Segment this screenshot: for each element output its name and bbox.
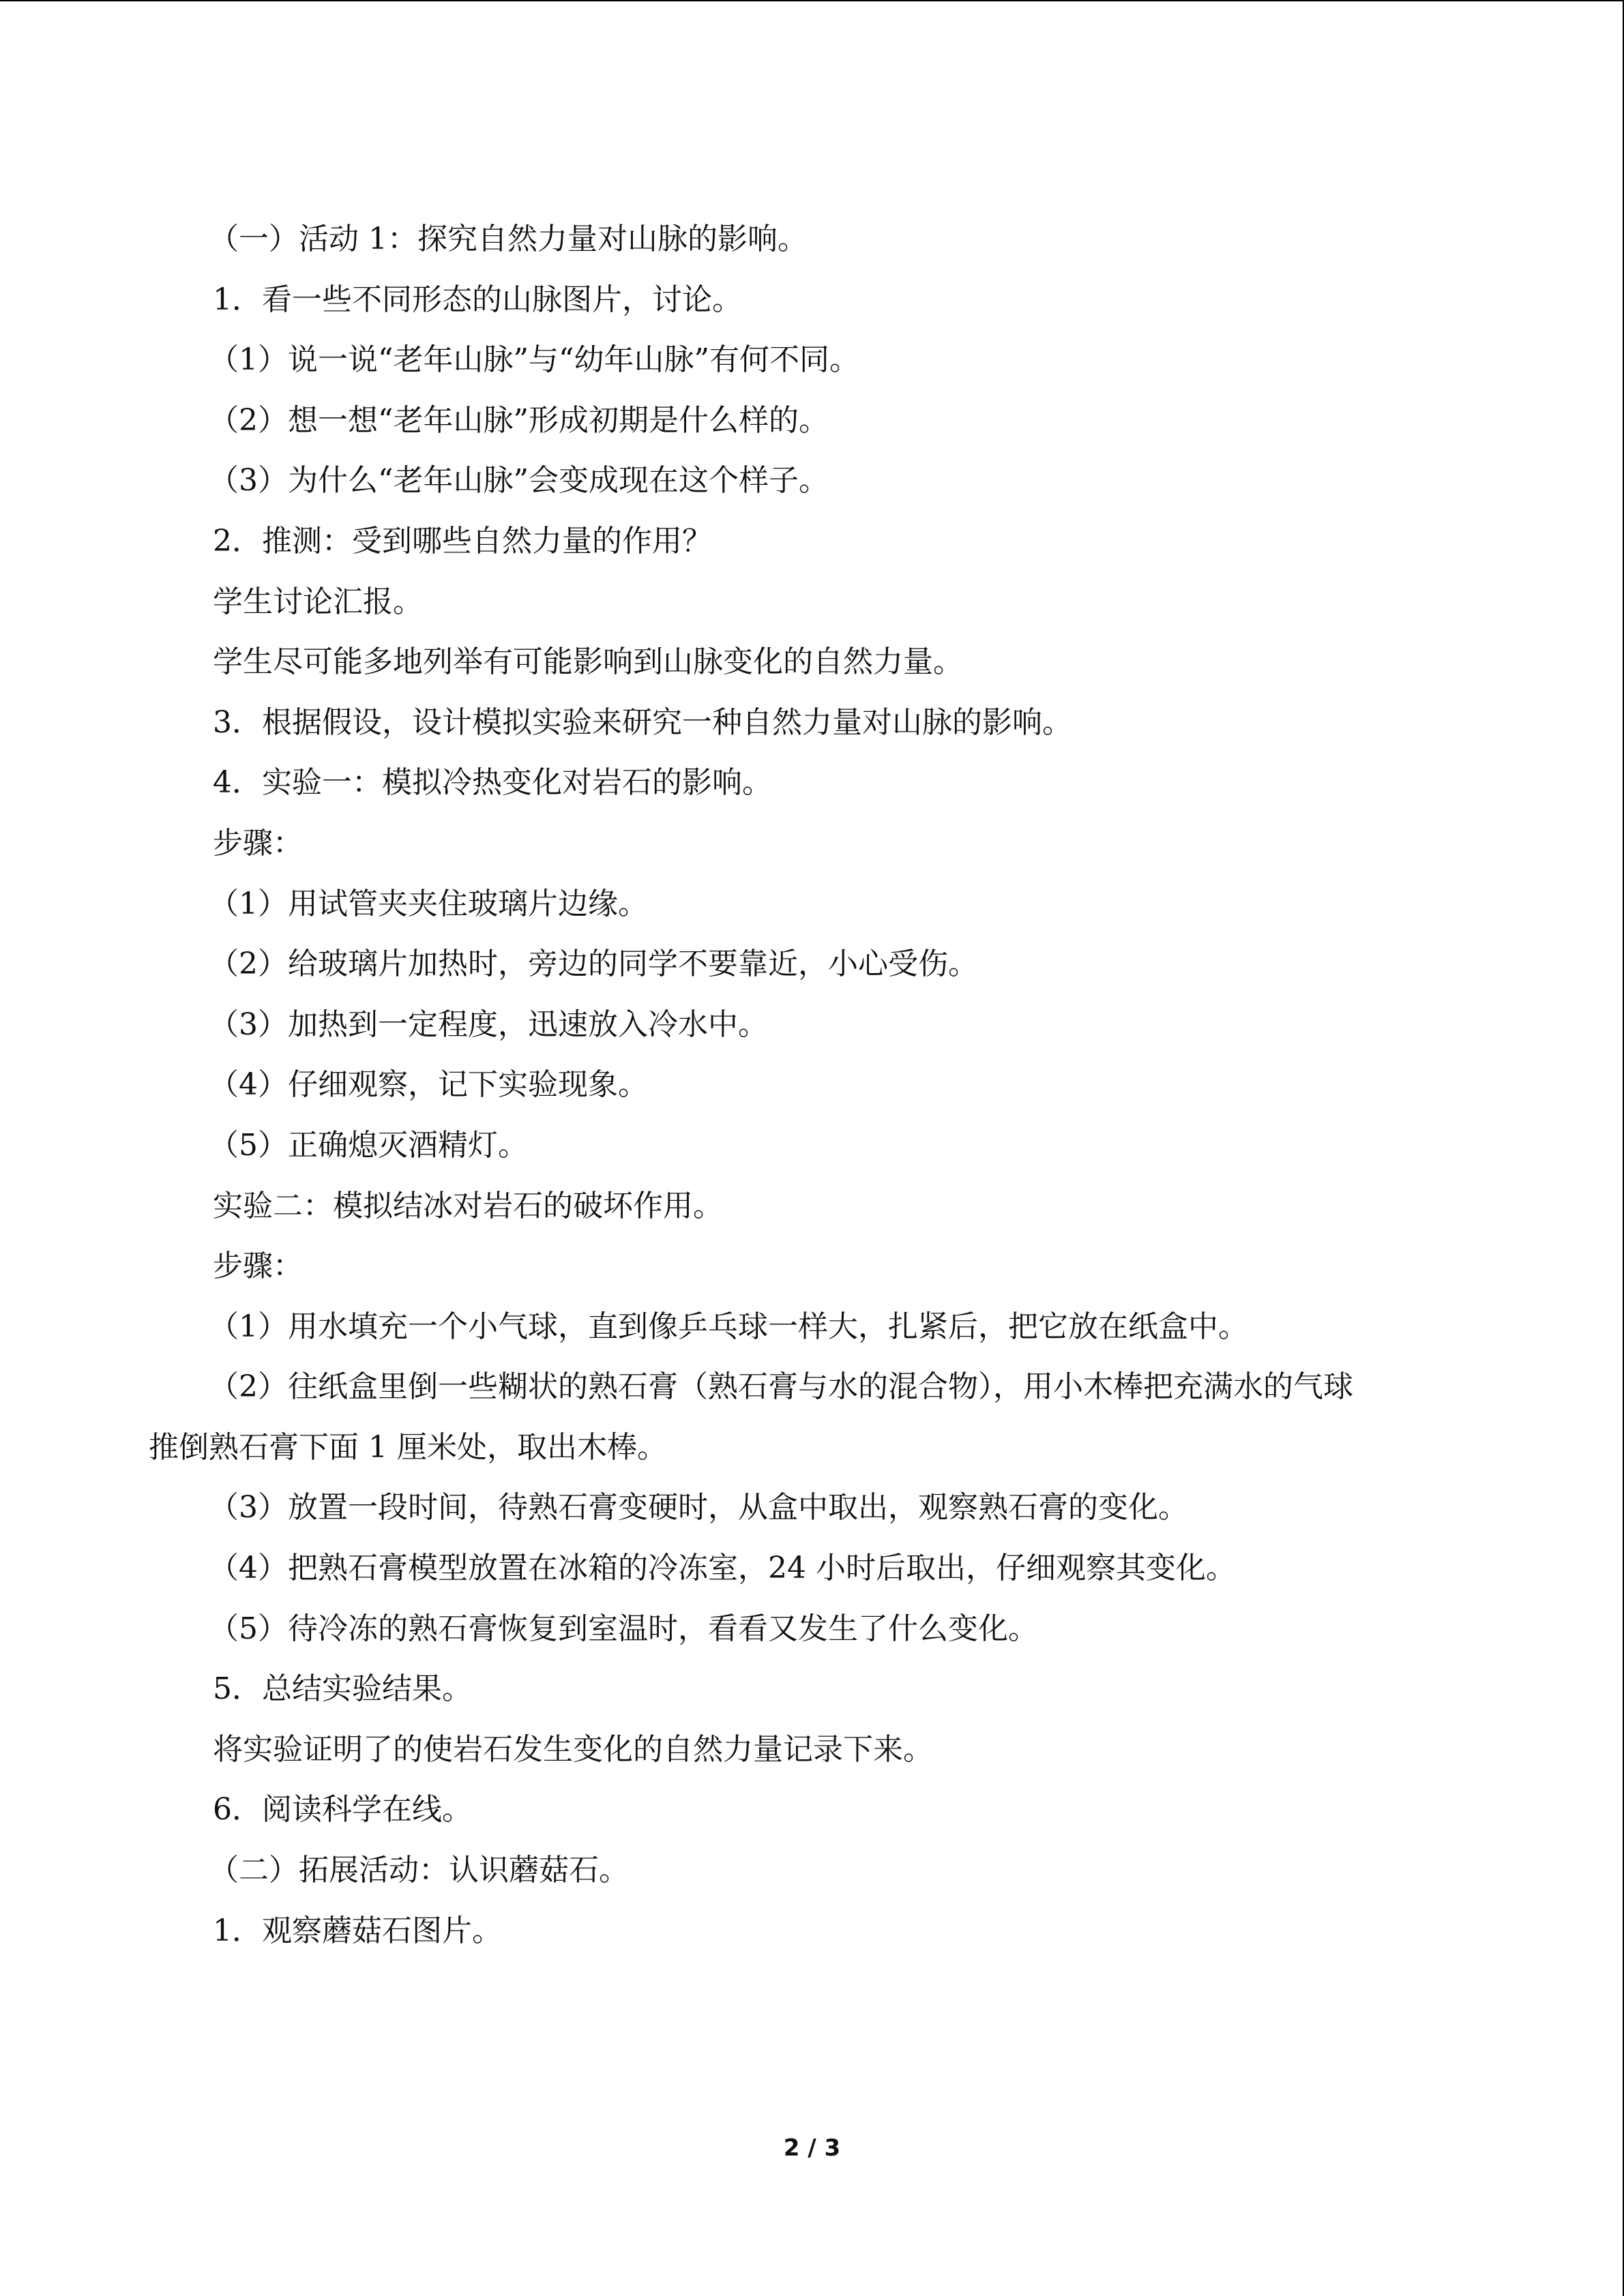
- paragraph: （1）说一说“老年山脉”与“幼年山脉”有何不同。: [209, 342, 859, 378]
- paragraph: 实验二：模拟结冰对岩石的破坏作用。: [213, 1188, 723, 1223]
- paragraph: （5）正确熄灭酒精灯。: [209, 1127, 528, 1163]
- paragraph: （3）放置一段时间，待熟石膏变硬时，从盒中取出，观察熟石膏的变化。: [209, 1490, 1188, 1525]
- paragraph: 2．推测：受到哪些自然力量的作用？: [213, 523, 712, 558]
- paragraph: （5）待冷冻的熟石膏恢复到室温时，看看又发生了什么变化。: [209, 1611, 1038, 1646]
- paragraph: 步骤：: [213, 825, 303, 861]
- paragraph: （4）把熟石膏模型放置在冰箱的冷冻室，24 小时后取出，仔细观察其变化。: [209, 1551, 1236, 1586]
- paragraph: 3．根据假设，设计模拟实验来研究一种自然力量对山脉的影响。: [213, 704, 1072, 740]
- page-number: 2 / 3: [783, 2134, 841, 2162]
- paragraph: 6．阅读科学在线。: [213, 1792, 472, 1828]
- paragraph: （2）想一想“老年山脉”形成初期是什么样的。: [209, 402, 829, 438]
- paragraph-continuation: 推倒熟石膏下面 1 厘米处，取出木棒。: [149, 1429, 667, 1465]
- paragraph: 学生讨论汇报。: [213, 584, 423, 619]
- section-heading: （一）活动 1：探究自然力量对山脉的影响。: [209, 222, 808, 256]
- paragraph: 5．总结实验结果。: [213, 1671, 472, 1707]
- paragraph: 学生尽可能多地列举有可能影响到山脉变化的自然力量。: [213, 644, 963, 680]
- paragraph: （4）仔细观察，记下实验现象。: [209, 1067, 648, 1103]
- paragraph: 1．看一些不同形态的山脉图片，讨论。: [213, 282, 742, 317]
- paragraph: （1）用试管夹夹住玻璃片边缘。: [209, 886, 648, 921]
- paragraph: （3）为什么“老年山脉”会变成现在这个样子。: [209, 463, 829, 498]
- section-heading: （二）拓展活动：认识蘑菇石。: [209, 1853, 629, 1888]
- paragraph: 步骤：: [213, 1249, 303, 1284]
- paragraph: 4．实验一：模拟冷热变化对岩石的影响。: [213, 765, 772, 801]
- paragraph: （2）往纸盒里倒一些糊状的熟石膏（熟石膏与水的混合物），用小木棒把充满水的气球: [209, 1369, 1353, 1405]
- paragraph: （2）给玻璃片加热时，旁边的同学不要靠近，小心受伤。: [209, 946, 978, 982]
- paragraph: （1）用水填充一个小气球，直到像乒乓球一样大，扎紧后，把它放在纸盒中。: [209, 1309, 1248, 1344]
- paragraph: （3）加热到一定程度，迅速放入冷水中。: [209, 1007, 768, 1042]
- paragraph: 1．观察蘑菇石图片。: [213, 1913, 502, 1948]
- document-body: [149, 209, 1486, 1961]
- paragraph: 将实验证明了的使岩石发生变化的自然力量记录下来。: [213, 1731, 933, 1767]
